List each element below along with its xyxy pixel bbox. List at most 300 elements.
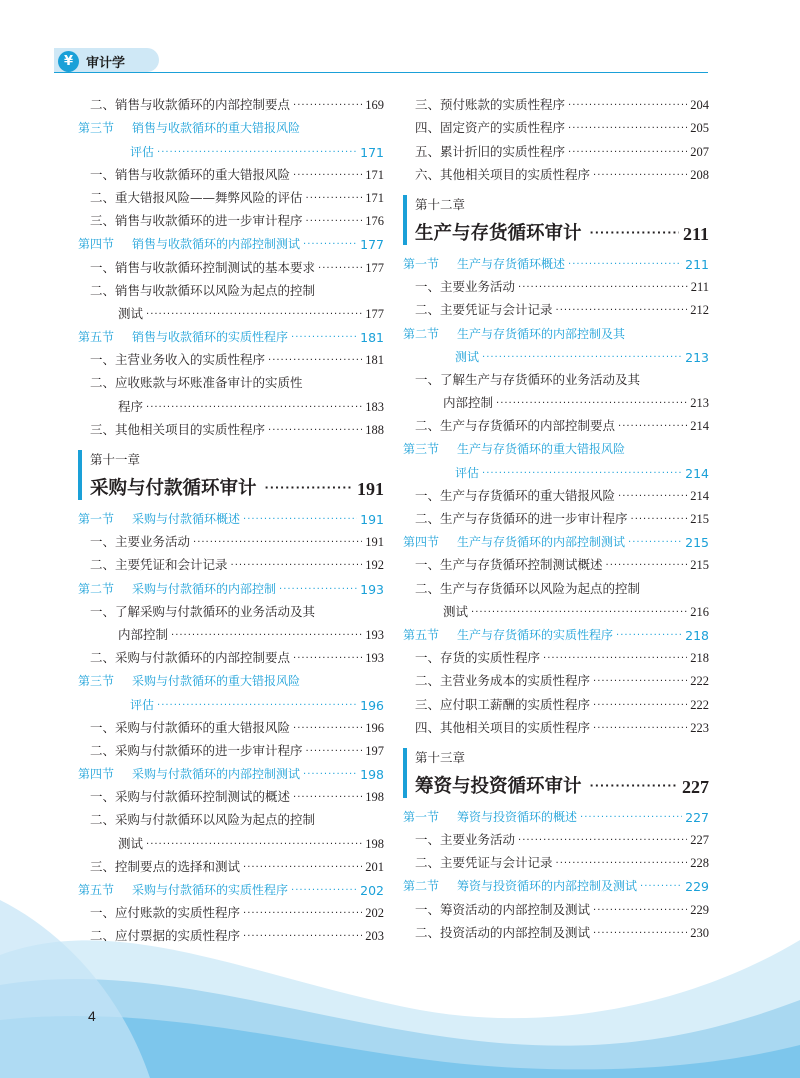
- page-ref: 198: [365, 836, 384, 851]
- section-title: [403, 325, 625, 342]
- page-ref: 196: [365, 720, 384, 735]
- toc-item-row: [78, 206, 384, 229]
- item-title: 一、销售与收款循环控制测试的基本要求: [90, 259, 316, 275]
- section-text: 销售与收款循环的实质性程序: [132, 330, 289, 345]
- page-ref: 215: [690, 558, 709, 573]
- leader-dots: [593, 927, 687, 941]
- page-ref: 227: [685, 809, 709, 825]
- toc-group: [403, 249, 709, 736]
- leader-dots: [618, 420, 687, 434]
- page-ref: 171: [360, 144, 384, 160]
- leader-dots: [243, 930, 362, 944]
- toc-left-column: [78, 90, 384, 944]
- item-title: 二、主要凭证和会计记录: [90, 557, 228, 573]
- page-ref: 177: [365, 260, 384, 275]
- leader-dots: [293, 652, 362, 666]
- leader-dots: [291, 331, 357, 345]
- leader-dots: [593, 675, 687, 689]
- item-title: 三、其他相关项目的实质性程序: [90, 421, 266, 437]
- section-title: [78, 765, 300, 782]
- continuation-text: 程序: [118, 398, 144, 414]
- toc-item-row: [403, 272, 709, 295]
- section-label: 第三节: [78, 121, 115, 136]
- section-label: 第二节: [78, 581, 115, 596]
- toc-item-row: [78, 252, 384, 275]
- section-title: [403, 626, 613, 643]
- leader-dots: [580, 811, 682, 825]
- toc-item-row: [403, 894, 709, 917]
- item-title: 二、主营业务成本的实质性程序: [415, 673, 591, 689]
- page-ref: 215: [685, 535, 709, 551]
- toc-item-row: [78, 782, 384, 805]
- section-label: 第二节: [403, 879, 440, 894]
- section-title: [78, 328, 288, 345]
- item-title: 一、主营业务收入的实质性程序: [90, 352, 266, 368]
- page-ref: 218: [690, 651, 709, 666]
- toc-item-row: [403, 825, 709, 848]
- item-title: 一、应付账款的实质性程序: [90, 905, 241, 921]
- section-text: 筹资与投资循环的概述: [457, 809, 578, 824]
- toc-section-row: [403, 318, 709, 341]
- page-ref: 171: [365, 167, 384, 182]
- toc-item-row: [403, 411, 709, 434]
- page-ref: 211: [690, 280, 709, 295]
- section-title: [78, 672, 300, 689]
- toc-item-row: [78, 345, 384, 368]
- running-header: [58, 50, 125, 72]
- page-ref: 205: [690, 121, 709, 136]
- section-label: 第一节: [403, 256, 440, 271]
- chapter-page: 227: [682, 776, 709, 797]
- leader-dots: [482, 467, 682, 481]
- page-ref: 177: [360, 237, 384, 253]
- chapter-page: 211: [682, 223, 709, 244]
- leader-dots: [293, 791, 362, 805]
- leader-dots: [243, 861, 362, 875]
- toc-right-column: [403, 90, 709, 941]
- item-title: 二、销售与收款循环的内部控制要点: [90, 97, 291, 113]
- leader-dots: [496, 397, 687, 411]
- leader-dots: [303, 238, 357, 252]
- toc-continuation-row: [78, 136, 384, 159]
- section-title: [78, 881, 288, 898]
- toc-item-row: [403, 550, 709, 573]
- item-title: 一、生产与存货循环控制测试概述: [415, 557, 603, 573]
- chapter-label: 第十二章: [415, 196, 466, 212]
- page-ref: 228: [690, 856, 709, 871]
- toc-item-row: [78, 90, 384, 113]
- leader-dots: [146, 308, 362, 322]
- toc-continuation-row: [403, 597, 709, 620]
- item-title: 二、生产与存货循环的内部控制要点: [415, 418, 616, 434]
- item-title: 一、主要业务活动: [90, 534, 191, 550]
- toc-group: [78, 504, 384, 945]
- item-title: 二、主要凭证与会计记录: [415, 855, 553, 871]
- yen-logo-icon: ¥: [58, 51, 79, 72]
- page-ref: 181: [365, 353, 384, 368]
- leader-dots: [618, 490, 687, 504]
- leader-dots: [482, 351, 682, 365]
- toc-item-row: [403, 504, 709, 527]
- continuation-text: 内部控制: [118, 626, 169, 642]
- toc-item-row: [403, 689, 709, 712]
- page-ref: 188: [365, 422, 384, 437]
- chapter-page: 191: [357, 478, 384, 499]
- leader-dots: [568, 146, 687, 160]
- page-ref: 215: [690, 512, 709, 526]
- leader-dots: [157, 699, 357, 713]
- toc-item-row: [403, 918, 709, 941]
- page-ref: 202: [365, 906, 384, 921]
- chapter-title-row: [415, 768, 709, 798]
- page-ref: 214: [690, 419, 709, 434]
- toc-item-row: [78, 898, 384, 921]
- toc-item-row: [403, 643, 709, 666]
- toc-item-row: [78, 550, 384, 573]
- leader-dots: [543, 652, 687, 666]
- section-text: 生产与存货循环概述: [457, 256, 566, 271]
- toc-continuation-row: [78, 299, 384, 322]
- item-title: 三、预付账款的实质性程序: [415, 97, 566, 113]
- section-title: [403, 533, 625, 550]
- item-title: 二、主要凭证与会计记录: [415, 302, 553, 318]
- page-ref: 207: [690, 144, 709, 159]
- toc-item-row: [403, 848, 709, 871]
- toc-section-row: [78, 875, 384, 898]
- page-ref: 181: [360, 330, 384, 346]
- section-text: 采购与付款循环概述: [132, 512, 241, 526]
- leader-dots: [556, 857, 688, 871]
- page-ref: 229: [690, 902, 709, 917]
- leader-dots: [306, 192, 363, 206]
- page-ref: 193: [365, 651, 384, 666]
- page-ref: 227: [690, 833, 709, 848]
- page-ref: 193: [360, 581, 384, 597]
- toc-continuation-row: [78, 620, 384, 643]
- toc-item-row: [78, 276, 384, 299]
- toc-item-row: [78, 736, 384, 759]
- section-text: 采购与付款循环的内部控制测试: [132, 767, 301, 782]
- toc-continuation-row: [78, 689, 384, 712]
- page-ref: 213: [690, 396, 709, 411]
- continuation-text: 测试: [443, 603, 469, 619]
- section-text: 生产与存货循环的内部控制测试: [457, 535, 626, 550]
- page-ref: 169: [365, 98, 384, 113]
- continuation-text: 评估: [455, 465, 480, 480]
- section-text: 销售与收款循环的内部控制测试: [132, 237, 301, 252]
- item-title: 一、了解采购与付款循环的业务活动及其: [90, 603, 316, 619]
- item-title: 五、累计折旧的实质性程序: [415, 143, 566, 159]
- item-title: 一、主要业务活动: [415, 279, 516, 295]
- section-label: 第二节: [403, 326, 440, 341]
- leader-dots: [640, 880, 682, 894]
- section-label: 第四节: [78, 237, 115, 252]
- section-label: 第五节: [78, 330, 115, 345]
- page-ref: 198: [365, 790, 384, 805]
- toc-item-row: [78, 921, 384, 944]
- leader-dots: [171, 629, 362, 643]
- leader-dots: [568, 122, 687, 136]
- item-title: 一、存货的实质性程序: [415, 650, 541, 666]
- leader-dots: [606, 559, 688, 573]
- toc-continuation-row: [403, 342, 709, 365]
- item-title: 二、销售与收款循环以风险为起点的控制: [90, 282, 316, 298]
- section-text: 采购与付款循环的重大错报风险: [132, 674, 301, 689]
- item-title: 二、采购与付款循环的内部控制要点: [90, 650, 291, 666]
- page-ref: 183: [365, 399, 384, 414]
- toc-item-row: [78, 160, 384, 183]
- leader-dots: [318, 262, 362, 276]
- page-ref: 213: [685, 349, 709, 365]
- section-text: 筹资与投资循环的内部控制及测试: [457, 879, 638, 894]
- item-title: 一、采购与付款循环控制测试的概述: [90, 789, 291, 805]
- page-ref: 211: [685, 256, 709, 272]
- toc-item-row: [78, 852, 384, 875]
- page-ref: 212: [690, 303, 709, 318]
- toc-continuation-row: [403, 457, 709, 480]
- page-ref: 230: [690, 925, 709, 940]
- leader-dots: [593, 169, 687, 183]
- page-ref: 196: [360, 697, 384, 713]
- page-ref: 193: [365, 627, 384, 642]
- toc-item-row: [78, 597, 384, 620]
- continuation-text: 测试: [118, 835, 144, 851]
- leader-dots: [556, 304, 688, 318]
- page-ref: 214: [685, 465, 709, 481]
- toc-section-row: [403, 620, 709, 643]
- leader-dots: [157, 146, 357, 160]
- leader-dots: [616, 629, 682, 643]
- item-title: 六、其他相关项目的实质性程序: [415, 166, 591, 182]
- item-title: 四、固定资产的实质性程序: [415, 120, 566, 136]
- toc-section-row: [78, 759, 384, 782]
- section-title: [403, 877, 637, 894]
- item-title: 三、控制要点的选择和测试: [90, 858, 241, 874]
- toc-item-row: [403, 713, 709, 736]
- leader-dots: [568, 99, 687, 113]
- continuation-text: 内部控制: [443, 395, 494, 411]
- toc-group: [403, 90, 709, 183]
- page-ref: 191: [365, 535, 384, 550]
- leader-dots: [303, 768, 357, 782]
- toc-section-row: [78, 322, 384, 345]
- toc-item-row: [78, 527, 384, 550]
- item-title: 二、采购与付款循环的进一步审计程序: [90, 742, 303, 758]
- item-title: 一、筹资活动的内部控制及测试: [415, 901, 591, 917]
- section-text: 采购与付款循环的内部控制: [132, 581, 277, 596]
- toc-item-row: [403, 113, 709, 136]
- toc-continuation-row: [403, 388, 709, 411]
- chapter-label: 第十三章: [415, 749, 466, 765]
- section-text: 生产与存货循环的内部控制及其: [457, 326, 626, 341]
- toc-section-row: [78, 666, 384, 689]
- toc-item-row: [403, 136, 709, 159]
- toc-item-row: [78, 713, 384, 736]
- item-title: 三、应付职工薪酬的实质性程序: [415, 696, 591, 712]
- page-ref: 208: [690, 167, 709, 182]
- leader-dots: [243, 907, 362, 921]
- page-ref: 222: [690, 674, 709, 689]
- item-title: 二、生产与存货循环以风险为起点的控制: [415, 580, 641, 596]
- toc-section-row: [403, 802, 709, 825]
- leader-dots: [593, 904, 687, 918]
- leader-dots: [471, 606, 687, 620]
- chapter-title: 采购与付款循环审计: [90, 477, 257, 499]
- leader-dots: [293, 722, 362, 736]
- toc-item-row: [403, 295, 709, 318]
- section-title: [403, 255, 565, 272]
- section-text: 生产与存货循环的实质性程序: [457, 627, 614, 642]
- section-label: 第三节: [403, 442, 440, 457]
- section-title: [403, 808, 577, 825]
- toc-section-row: [403, 871, 709, 894]
- toc-item-row: [78, 183, 384, 206]
- header-rule: [54, 72, 708, 73]
- item-title: 一、销售与收款循环的重大错报风险: [90, 166, 291, 182]
- toc-item-row: [403, 90, 709, 113]
- toc-group: [403, 802, 709, 941]
- toc-item-row: [78, 415, 384, 438]
- page-ref: 176: [365, 214, 384, 229]
- page-ref: 202: [360, 883, 384, 898]
- page-ref: 216: [690, 604, 709, 619]
- page-ref: 223: [690, 720, 709, 735]
- section-title: [78, 580, 276, 597]
- toc-item-row: [403, 573, 709, 596]
- section-title: [78, 510, 240, 527]
- leader-dots: [628, 536, 682, 550]
- item-title: 二、应付票据的实质性程序: [90, 928, 241, 944]
- item-title: 二、重大错报风险——舞弊风险的评估: [90, 189, 303, 205]
- page-ref: 171: [365, 190, 384, 205]
- leader-dots: [293, 169, 362, 183]
- page-ref: 198: [360, 767, 384, 783]
- page-ref: 191: [360, 512, 384, 527]
- toc-item-row: [78, 368, 384, 391]
- item-title: 四、其他相关项目的实质性程序: [415, 719, 591, 735]
- leader-dots: [631, 513, 688, 527]
- item-title: 一、生产与存货循环的重大错报风险: [415, 487, 616, 503]
- item-title: 二、生产与存货循环的进一步审计程序: [415, 511, 628, 526]
- toc-section-row: [78, 504, 384, 527]
- leader-dots: [268, 424, 362, 438]
- page-ref: 201: [365, 859, 384, 874]
- section-label: 第五节: [78, 883, 115, 897]
- continuation-text: 测试: [118, 305, 144, 321]
- chapter-heading: [403, 195, 709, 245]
- section-label: 第三节: [78, 674, 115, 689]
- item-title: 一、采购与付款循环的重大错报风险: [90, 719, 291, 735]
- page-ref: 203: [365, 929, 384, 944]
- book-title: 审计学: [86, 55, 126, 71]
- page-ref: 214: [690, 488, 709, 503]
- toc-item-row: [403, 160, 709, 183]
- chapter-title: 筹资与投资循环审计: [415, 775, 582, 797]
- continuation-text: 评估: [130, 697, 155, 712]
- leader-dots: [265, 481, 353, 495]
- toc-section-row: [403, 434, 709, 457]
- page-ref: 192: [365, 558, 384, 573]
- page-number: 4: [88, 1008, 96, 1024]
- chapter-heading: [78, 450, 384, 500]
- section-label: 第一节: [78, 512, 115, 526]
- chapter-label: 第十一章: [90, 451, 141, 467]
- leader-dots: [593, 699, 687, 713]
- leader-dots: [268, 354, 362, 368]
- leader-dots: [590, 779, 678, 793]
- section-title: [403, 440, 625, 457]
- leader-dots: [568, 258, 682, 272]
- leader-dots: [291, 884, 357, 898]
- item-title: 一、了解生产与存货循环的业务活动及其: [415, 371, 641, 387]
- leader-dots: [231, 559, 363, 573]
- leader-dots: [306, 745, 363, 759]
- item-title: 三、销售与收款循环的进一步审计程序: [90, 213, 303, 229]
- item-title: 二、投资活动的内部控制及测试: [415, 924, 591, 940]
- leader-dots: [518, 281, 688, 295]
- toc-continuation-row: [78, 828, 384, 851]
- page-ref: 177: [365, 306, 384, 321]
- leader-dots: [293, 99, 362, 113]
- page-ref: 204: [690, 98, 709, 113]
- chapter-title-row: [90, 470, 384, 500]
- toc-section-row: [78, 573, 384, 596]
- leader-dots: [518, 834, 687, 848]
- continuation-text: 评估: [130, 144, 155, 159]
- toc-item-row: [403, 365, 709, 388]
- page-ref: 222: [690, 697, 709, 712]
- toc-item-row: [78, 805, 384, 828]
- leader-dots: [193, 536, 362, 550]
- toc-item-row: [403, 481, 709, 504]
- section-title: [78, 119, 300, 136]
- item-title: 二、采购与付款循环以风险为起点的控制: [90, 812, 316, 828]
- section-text: 销售与收款循环的重大错报风险: [132, 121, 301, 136]
- page-ref: 229: [685, 879, 709, 895]
- chapter-heading: [403, 748, 709, 798]
- section-label: 第四节: [78, 767, 115, 782]
- toc-continuation-row: [78, 391, 384, 414]
- section-title: [78, 235, 300, 252]
- toc-section-row: [78, 229, 384, 252]
- section-text: 生产与存货循环的重大错报风险: [457, 442, 626, 457]
- leader-dots: [146, 401, 362, 415]
- leader-dots: [593, 722, 687, 736]
- toc-section-row: [403, 249, 709, 272]
- continuation-text: 测试: [455, 349, 480, 364]
- toc-item-row: [78, 643, 384, 666]
- page-ref: 218: [685, 627, 709, 643]
- leader-dots: [279, 583, 357, 597]
- item-title: 一、主要业务活动: [415, 832, 516, 848]
- section-text: 采购与付款循环的实质性程序: [132, 883, 289, 897]
- section-label: 第五节: [403, 627, 440, 642]
- page-ref: 197: [365, 743, 384, 758]
- chapter-title-row: [415, 215, 709, 245]
- item-title: 二、应收账款与坏账准备审计的实质性: [90, 375, 303, 391]
- toc-section-row: [403, 527, 709, 550]
- toc-section-row: [78, 113, 384, 136]
- leader-dots: [146, 838, 362, 852]
- leader-dots: [306, 215, 363, 229]
- toc-group: [78, 90, 384, 438]
- leader-dots: [243, 513, 357, 527]
- chapter-title: 生产与存货循环审计: [415, 222, 582, 244]
- section-label: 第一节: [403, 809, 440, 824]
- toc-item-row: [403, 666, 709, 689]
- leader-dots: [590, 226, 679, 240]
- section-label: 第四节: [403, 535, 440, 550]
